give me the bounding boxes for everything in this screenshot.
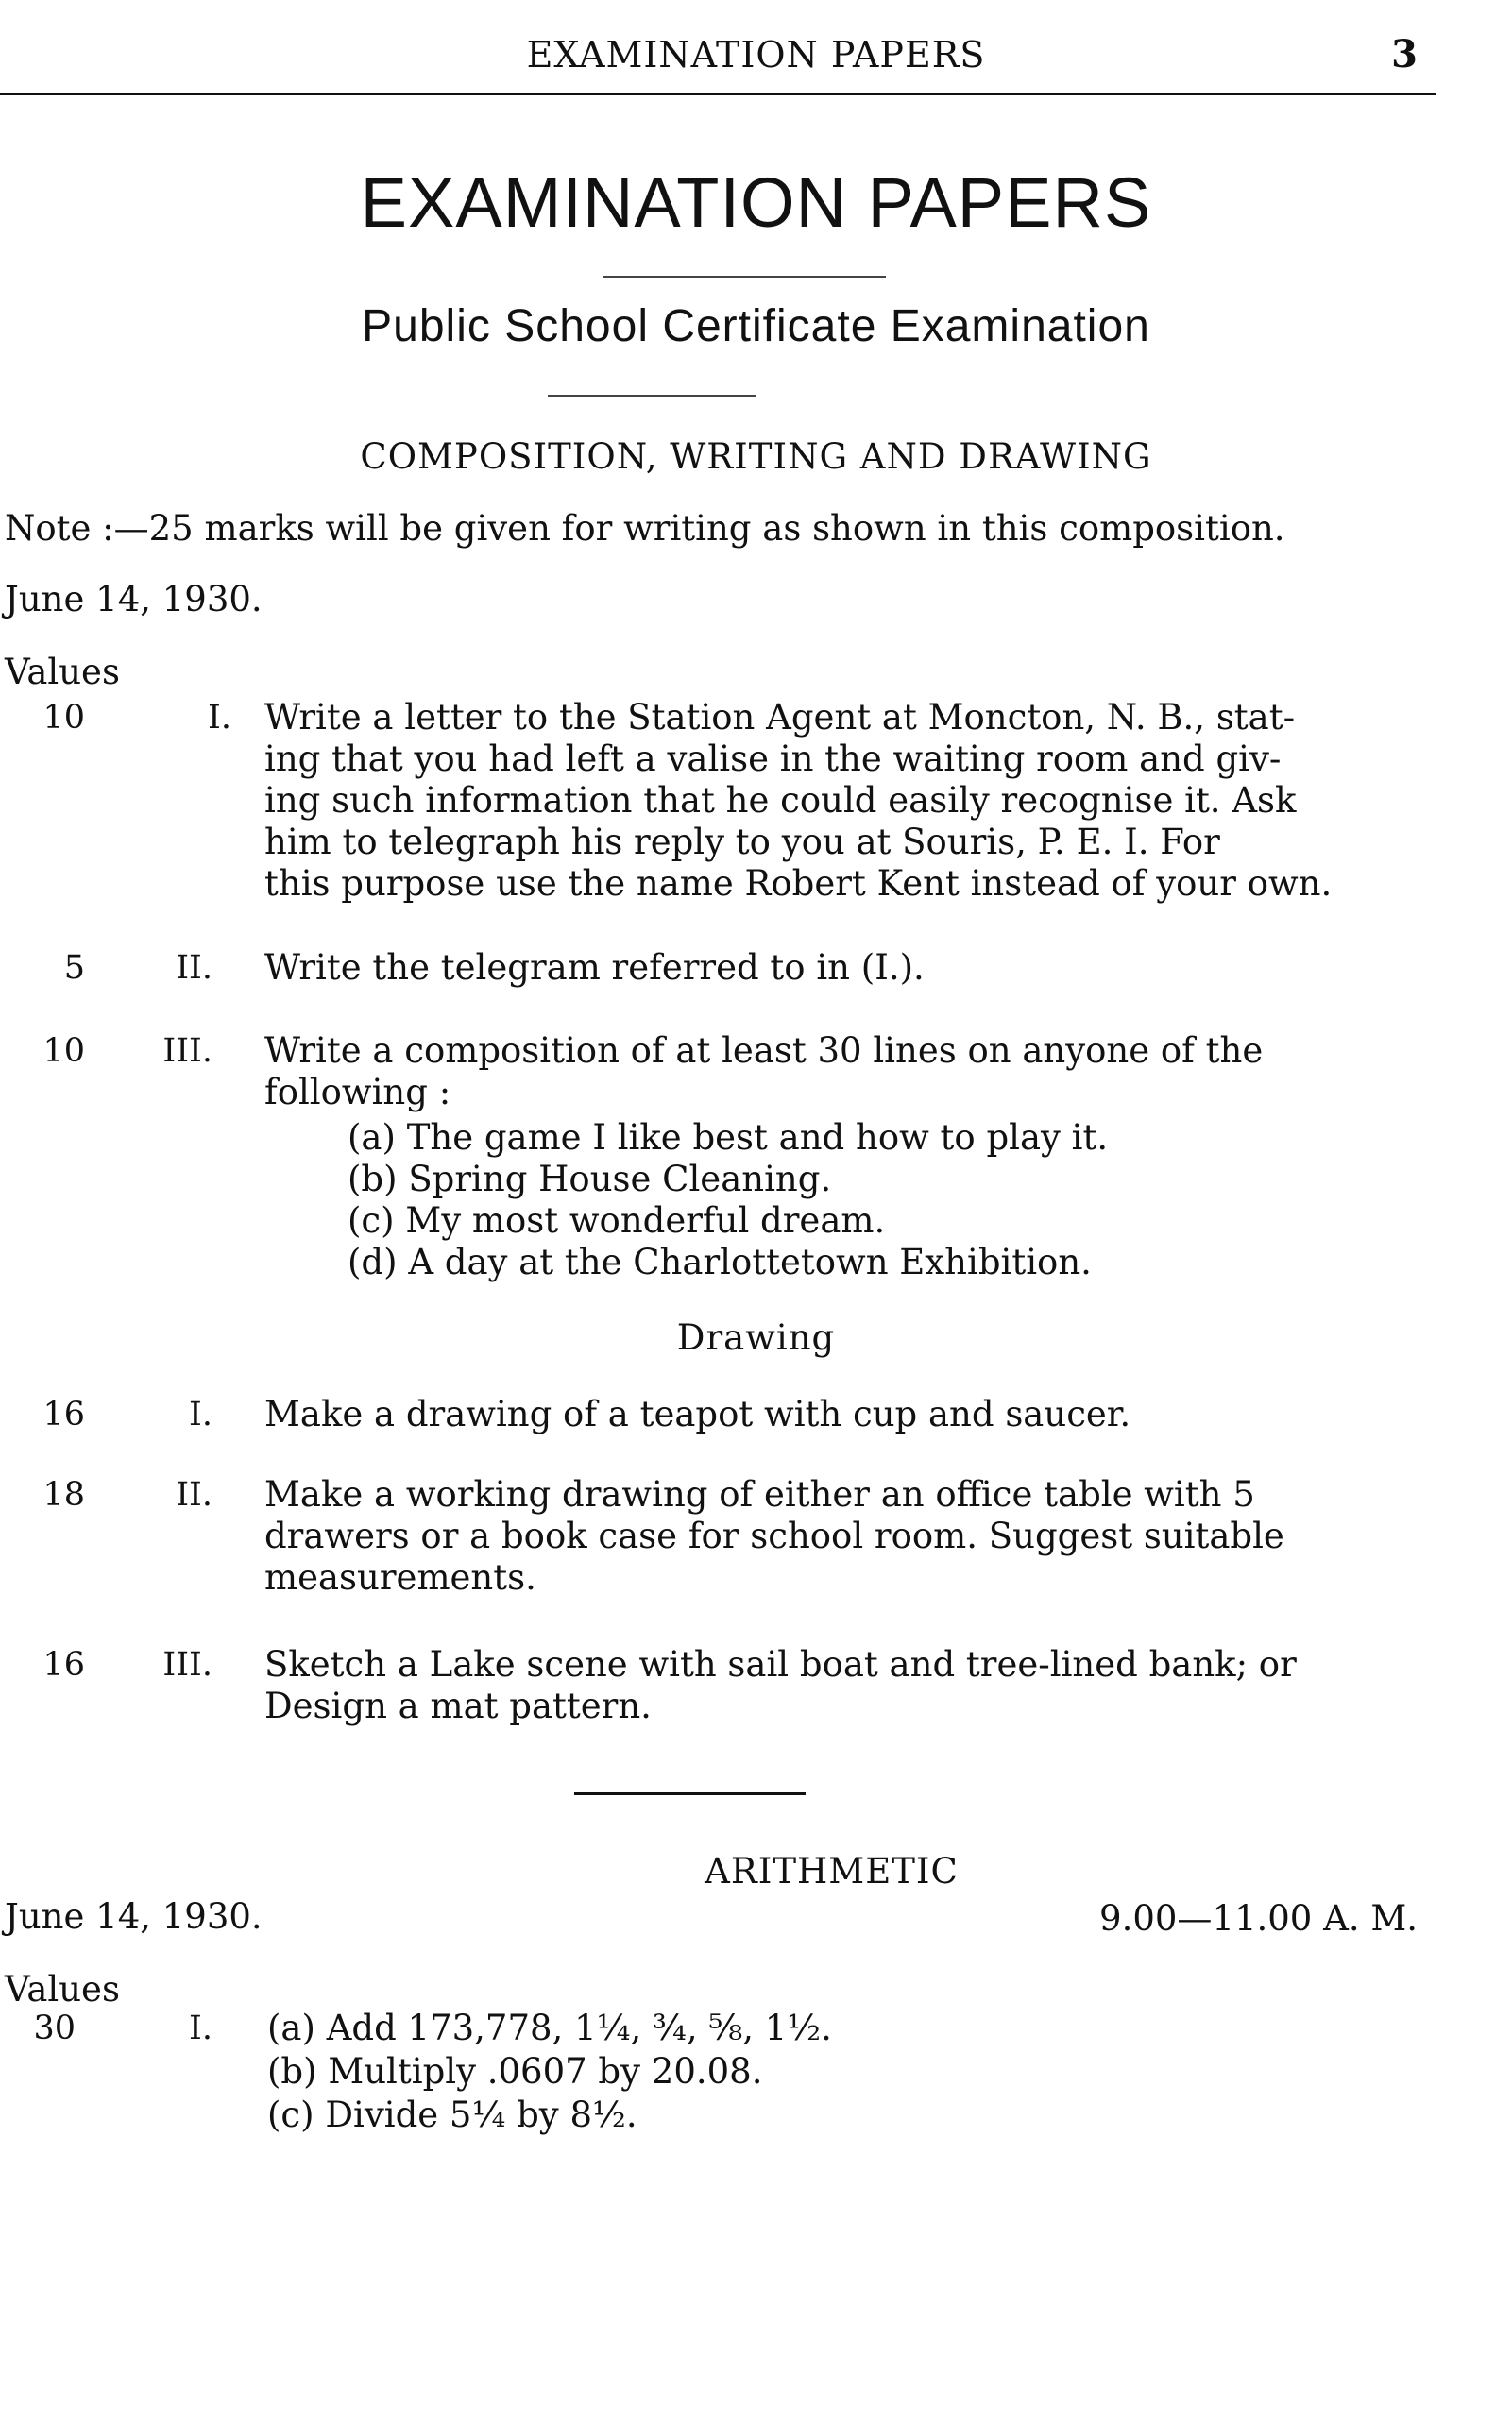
values-label: Values <box>5 652 120 692</box>
composition-date: June 14, 1930. <box>5 579 263 619</box>
question-line: following : <box>264 1072 451 1112</box>
question-number: I. <box>208 699 231 737</box>
page-subtitle: Public School Certificate Examination <box>362 301 1150 351</box>
question-number: I. <box>189 1396 212 1434</box>
composition-note: Note :—25 marks will be given for writing as shown in this composition. <box>5 508 1285 549</box>
question-number: II. <box>176 1476 212 1514</box>
question-line: him to telegraph his reply to you at Souris, P. E. I. For <box>264 822 1220 862</box>
question-text <box>264 1474 1407 1599</box>
question-value: 16 <box>42 1396 85 1434</box>
question-line: Write a composition of at least 30 lines on anyone of the <box>264 1030 1264 1071</box>
values-label: Values <box>5 1969 120 2010</box>
question-text <box>264 1644 1407 1727</box>
header-rule <box>0 93 1436 95</box>
question-value: 10 <box>42 1032 85 1070</box>
question-line: Sketch a Lake scene with sail boat and tree-lined bank; or <box>264 1644 1297 1685</box>
topic-option: (b) Spring House Cleaning. <box>348 1159 832 1199</box>
topic-option: (a) The game I like best and how to play it. <box>348 1117 1109 1158</box>
question-value: 16 <box>42 1646 85 1684</box>
question-text <box>264 1030 1407 1113</box>
question-line: this purpose use the name Robert Kent instead of your own. <box>264 863 1333 904</box>
question-number: II. <box>176 949 212 987</box>
subtitle-rule <box>548 395 756 397</box>
question-value: 5 <box>63 949 85 987</box>
drawing-heading: Drawing <box>676 1317 836 1358</box>
section-divider <box>574 1792 806 1795</box>
arithmetic-part: (b) Multiply .0607 by 20.08. <box>267 2051 763 2092</box>
question-line: Write a letter to the Station Agent at Moncton, N. B., stat- <box>264 697 1296 738</box>
question-text <box>264 697 1407 905</box>
question-number: III. <box>162 1032 212 1070</box>
question-line: Make a drawing of a teapot with cup and saucer. <box>264 1394 1131 1434</box>
question-line: Write the telegram referred to in (I.). <box>264 947 925 988</box>
question-number: I. <box>189 2010 212 2047</box>
topic-option: (c) My most wonderful dream. <box>348 1200 886 1241</box>
topic-option: (d) A day at the Charlottetown Exhibition. <box>348 1242 1092 1282</box>
question-text <box>264 947 1407 989</box>
question-text <box>264 1394 1407 1435</box>
question-number: III. <box>162 1646 212 1684</box>
arithmetic-part: (c) Divide 5¼ by 8½. <box>267 2095 637 2135</box>
arithmetic-time: 9.00—11.00 A. M. <box>1099 1898 1418 1939</box>
composition-heading: COMPOSITION, WRITING AND DRAWING <box>360 436 1152 477</box>
question-line: Make a working drawing of either an office table with 5 <box>264 1474 1255 1515</box>
question-value: 30 <box>33 2010 76 2047</box>
question-line: ing that you had left a valise in the waiting room and giv- <box>264 738 1282 779</box>
page-number: 3 <box>1391 32 1418 76</box>
arithmetic-heading: ARITHMETIC <box>705 1851 959 1892</box>
question-line: ing such information that he could easily recognise it. Ask <box>264 780 1297 821</box>
running-head: EXAMINATION PAPERS <box>526 34 986 76</box>
question-line: Design a mat pattern. <box>264 1686 652 1726</box>
title-rule <box>603 276 886 278</box>
question-line: drawers or a book case for school room. Suggest suitable <box>264 1516 1284 1556</box>
arithmetic-part: (a) Add 173,778, 1¼, ¾, ⅝, 1½. <box>267 2008 832 2048</box>
question-value: 18 <box>42 1476 85 1514</box>
page-title: EXAMINATION PAPERS <box>360 163 1152 242</box>
arithmetic-date: June 14, 1930. <box>5 1896 263 1937</box>
question-value: 10 <box>42 699 85 737</box>
question-line: measurements. <box>264 1557 536 1598</box>
